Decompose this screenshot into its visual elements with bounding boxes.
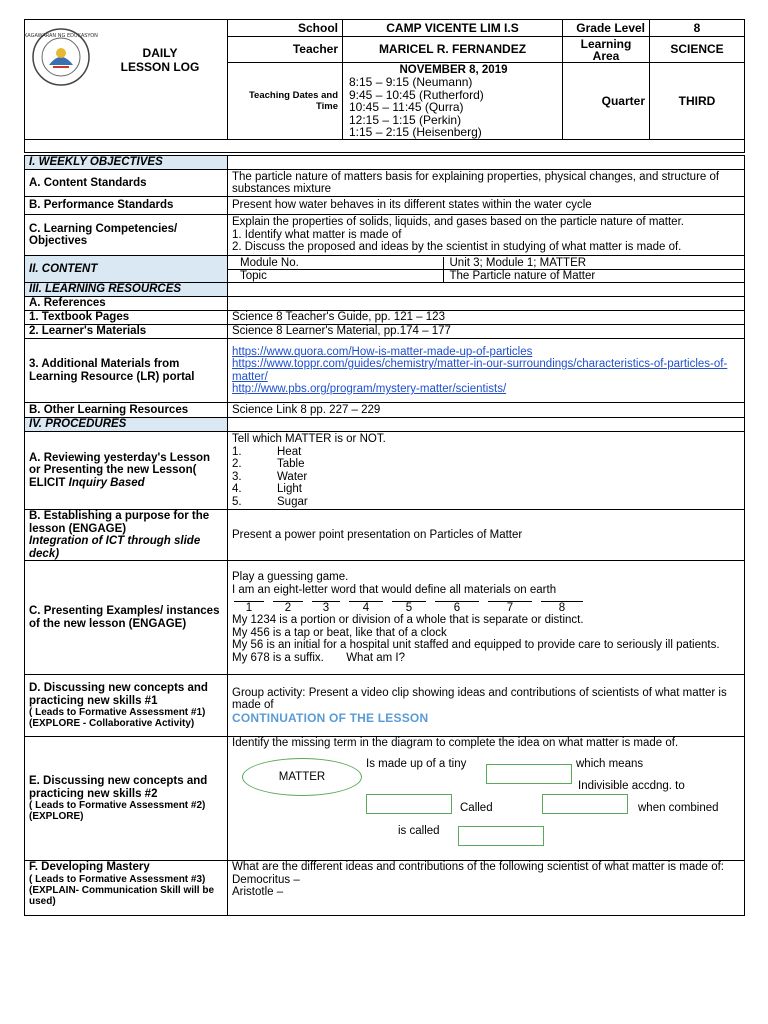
svg-text:KAGAWARAN NG EDUKASYON: KAGAWARAN NG EDUKASYON <box>24 33 98 39</box>
section-procedures: IV. PROCEDURES <box>25 418 228 432</box>
school-label: School <box>228 20 343 37</box>
procedure-f-value <box>228 861 745 916</box>
diagram-text: Indivisible accdng. to <box>578 779 685 792</box>
content-standards-value: The particle nature of matters basis for explaining properties, physical changes, and structure of substances mixture <box>228 170 745 197</box>
procedure-d-label: D. Discussing new concepts and practicing new skills #1 ( Leads to Formative Assessment #1) (EXPLORE - Collaborative Activity) <box>25 675 228 737</box>
header-logo-cell <box>25 20 228 140</box>
textbook-value: Science 8 Teacher's Guide, pp. 121 – 123 <box>228 311 745 325</box>
procedure-e-label: E. Discussing new concepts and practicing new skills #2 ( Leads to Formative Assessment #2) (EXPLORE) <box>25 737 228 861</box>
area-value: SCIENCE <box>650 37 745 63</box>
letter-blank: 4 <box>349 601 383 614</box>
diagram-text: is called <box>398 824 440 837</box>
school-value: CAMP VICENTE LIM I.S <box>343 20 563 37</box>
procedure-f-label: F. Developing Mastery ( Leads to Formative Assessment #3) (EXPLAIN- Communication Skill will be used) <box>25 861 228 916</box>
game-clue: My 1234 is a portion or division of a whole that is separate or distinct. <box>232 614 584 626</box>
area-label: Learning Area <box>563 37 650 63</box>
list-item: 2. Table <box>232 458 305 470</box>
content-standards-label: A. Content Standards <box>25 170 228 197</box>
diagram-text: which means <box>576 757 644 770</box>
textbook-label: 1. Textbook Pages <box>25 311 228 325</box>
time-slot: 8:15 – 9:15 (Neumann) <box>349 75 473 89</box>
mastery-line: What are the different ideas and contributions of the following scientist of what matter is made of: <box>232 861 724 873</box>
time-slot: 10:45 – 11:45 (Qurra) <box>349 100 464 114</box>
grade-value: 8 <box>650 20 745 37</box>
letter-blank: 3 <box>312 601 340 614</box>
quarter-label: Quarter <box>563 63 650 140</box>
game-line: Play a guessing game. <box>232 571 349 583</box>
spacer-row <box>25 140 745 153</box>
game-question: My 678 is a suffix. What am I? <box>232 651 405 664</box>
dates-label: Teaching Dates and Time <box>228 63 343 140</box>
procedure-e-value <box>228 737 745 861</box>
procedure-b-value: Present a power point presentation on Particles of Matter <box>228 510 745 561</box>
module-value: Unit 3; Module 1; MATTER <box>443 257 744 270</box>
list-item: 3. Water <box>232 470 308 483</box>
answer-box[interactable] <box>366 794 452 814</box>
mastery-line: Democritus – <box>232 873 300 886</box>
other-resources-label: B. Other Learning Resources <box>25 403 228 418</box>
procedure-f-sub: ( Leads to Formative Assessment #3) (EXPLAIN- Communication Skill will be used) <box>29 873 215 907</box>
topic-label: Topic <box>228 269 443 282</box>
procedure-e-sub: ( Leads to Formative Assessment #2) (EXPLORE) <box>29 800 206 822</box>
procedure-c-value <box>228 561 745 675</box>
letter-blank: 8 <box>541 601 583 614</box>
date-value: NOVEMBER 8, 2019 <box>399 63 508 76</box>
section-learning-resources: III. LEARNING RESOURCES <box>25 283 228 297</box>
time-slot: 9:45 – 10:45 (Rutherford) <box>349 87 484 102</box>
other-resources-value: Science Link 8 pp. 227 – 229 <box>228 403 745 418</box>
module-label: Module No. <box>228 257 443 270</box>
answer-box[interactable] <box>542 794 628 814</box>
lesson-body-table <box>24 155 745 916</box>
procedure-a-intro: Tell which MATTER is or NOT. <box>232 433 386 445</box>
section-weekly-objectives: I. WEEKLY OBJECTIVES <box>25 156 228 170</box>
procedure-a-value <box>228 432 745 510</box>
letter-blank: 5 <box>392 601 426 614</box>
references-label: A. References <box>25 297 228 311</box>
group-activity-text: Group activity: Present a video clip showing ideas and contributions of scientists of what matter is made of <box>232 686 727 712</box>
resource-link[interactable]: https://www.quora.com/How-is-matter-made-up-of-particles <box>232 345 533 358</box>
diagram-text: Called <box>460 801 493 814</box>
quarter-value: THIRD <box>650 63 745 140</box>
competencies-value <box>228 215 745 256</box>
competency-line: 1. Identify what matter is made of <box>232 228 402 241</box>
answer-box[interactable] <box>486 764 572 784</box>
teacher-value: MARICEL R. FERNANDEZ <box>343 37 563 63</box>
performance-standards-label: B. Performance Standards <box>25 197 228 215</box>
grade-label: Grade Level <box>563 20 650 37</box>
diagram-instruction: Identify the missing term in the diagram to complete the idea on what matter is made of. <box>232 737 679 749</box>
title-line1: DAILY <box>142 46 178 60</box>
lesson-log-table <box>24 19 745 153</box>
list-item: 5. Sugar <box>232 495 308 508</box>
learner-materials-value: Science 8 Learner's Material, pp.174 – 177 <box>228 325 745 339</box>
performance-standards-value: Present how water behaves in its different states within the water cycle <box>228 197 745 215</box>
procedure-b-label: B. Establishing a purpose for the lesson (ENGAGE) Integration of ICT through slide deck) <box>25 510 228 561</box>
procedure-d-value <box>228 675 745 737</box>
additional-materials-label: 3. Additional Materials from Learning Resource (LR) portal <box>25 339 228 403</box>
letter-blank: 1 <box>234 601 264 614</box>
letter-blank: 6 <box>435 601 479 614</box>
teacher-label: Teacher <box>228 37 343 63</box>
letter-blank: 2 <box>273 601 303 614</box>
letter-blanks <box>234 601 740 614</box>
procedure-c-label: C. Presenting Examples/ instances of the new lesson (ENGAGE) <box>25 561 228 675</box>
topic-value: The Particle nature of Matter <box>443 269 744 282</box>
letter-blank: 7 <box>488 601 532 614</box>
competencies-label: C. Learning Competencies/ Objectives <box>25 215 228 256</box>
answer-box[interactable] <box>458 826 544 846</box>
continuation-text: CONTINUATION OF THE LESSON <box>232 710 429 725</box>
dates-cell <box>343 63 563 140</box>
deped-seal-icon <box>24 27 98 87</box>
diagram-text: when combined <box>638 801 719 814</box>
diagram-text: Is made up of a tiny <box>366 757 467 770</box>
content-inner-table <box>228 257 744 282</box>
list-item: 4. Light <box>232 483 302 495</box>
title-line2: LESSON LOG <box>120 60 200 74</box>
resource-link[interactable]: http://www.pbs.org/program/mystery-matter/scientists/ <box>232 383 507 395</box>
game-clue: My 456 is a tap or beat, like that of a clock <box>232 626 447 639</box>
mastery-line: Aristotle – <box>232 886 284 898</box>
section-content: II. CONTENT <box>25 256 228 283</box>
matter-diagram <box>232 750 740 854</box>
time-slot: 12:15 – 1:15 (Perkin) <box>349 112 462 127</box>
list-item: 1. Heat <box>232 445 302 458</box>
game-line: I am an eight-letter word that would define all materials on earth <box>232 583 557 596</box>
additional-materials-links <box>228 339 745 403</box>
resource-link[interactable]: https://www.toppr.com/guides/chemistry/matter-in-our-surroundings/characteristics-of-particles-of-matter/ <box>232 358 728 383</box>
game-clue: My 56 is an initial for a hospital unit staffed and equipped to provide care to seriously ill patients. <box>232 639 720 651</box>
procedure-a-label: A. Reviewing yesterday's Lesson or Presenting the new Lesson( ELICIT Inquiry Based <box>25 432 228 510</box>
procedure-d-sub: ( Leads to Formative Assessment #1) (EXPLORE - Collaborative Activity) <box>29 707 206 729</box>
time-slot: 1:15 – 2:15 (Heisenberg) <box>349 125 482 139</box>
learner-materials-label: 2. Learner's Materials <box>25 325 228 339</box>
competency-line: Explain the properties of solids, liquids, and gases based on the particle nature of matter. <box>232 216 684 229</box>
competency-line: 2. Discuss the proposed and ideas by the scientist in studying of what matter is made of. <box>232 241 682 254</box>
matter-oval: MATTER <box>242 758 362 796</box>
